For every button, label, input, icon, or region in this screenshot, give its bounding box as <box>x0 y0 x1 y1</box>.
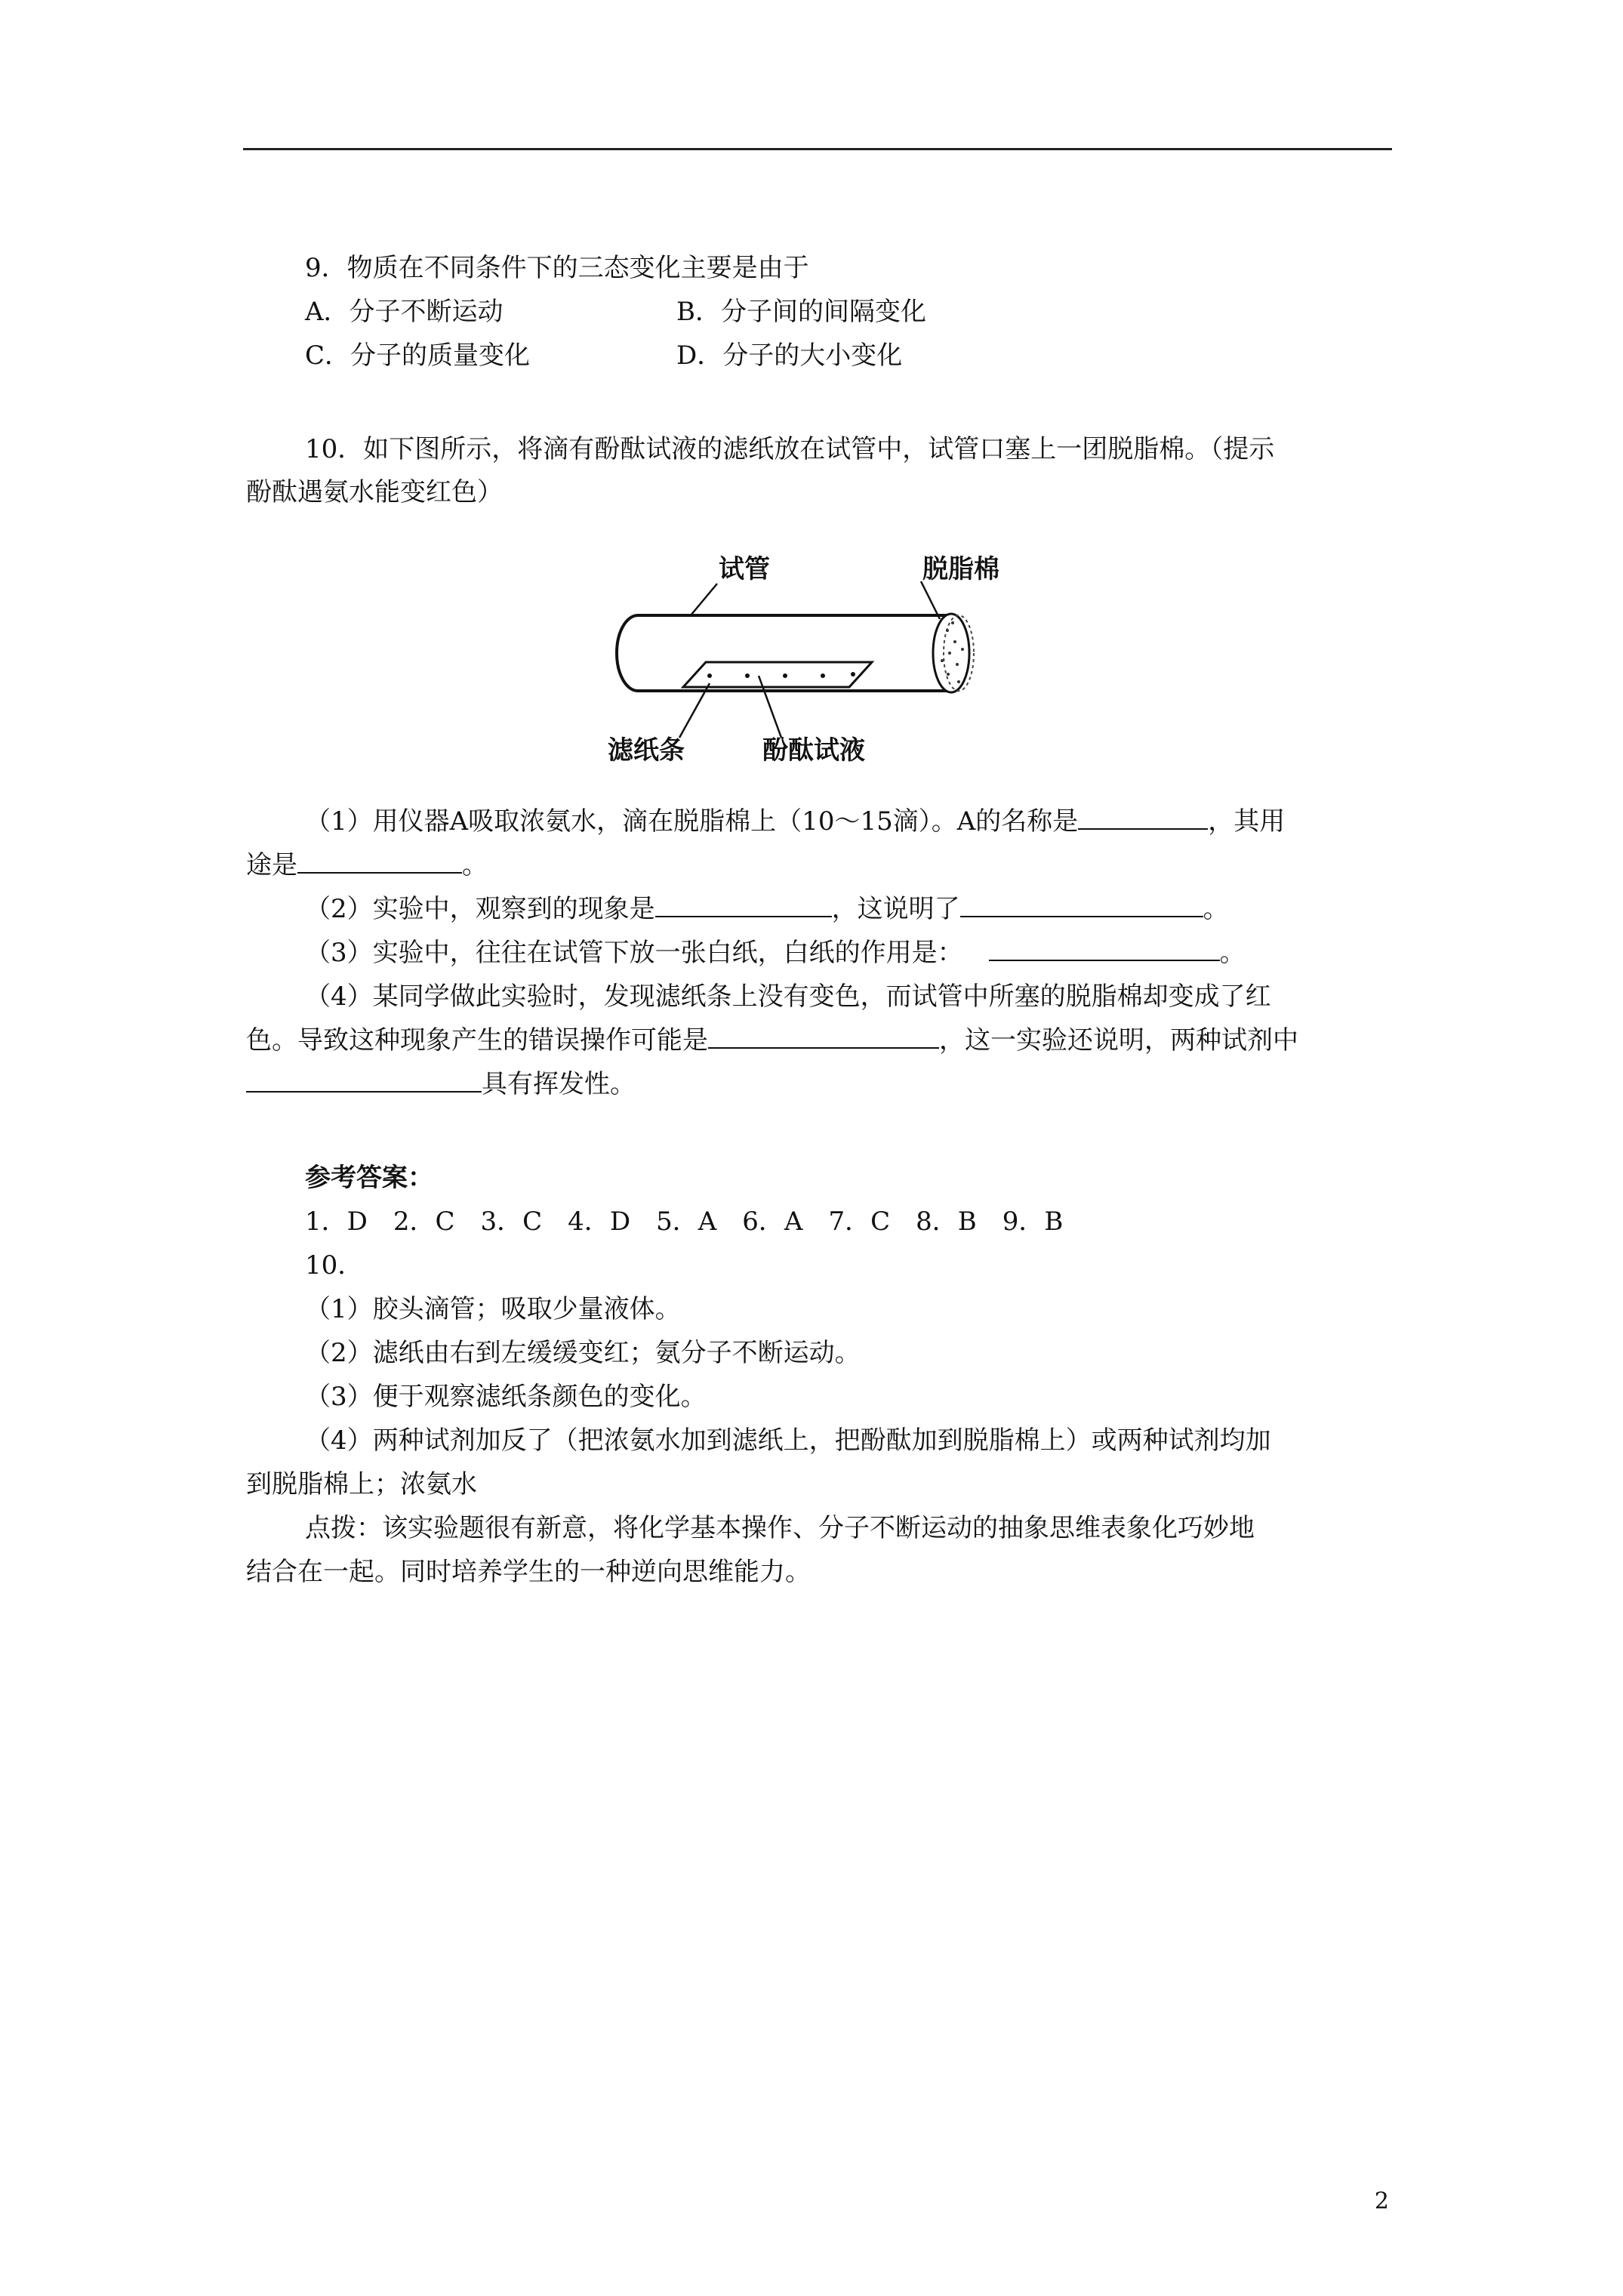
q10-part1-line2 <box>246 849 488 882</box>
answer-blank <box>1078 806 1208 830</box>
page-number: 2 <box>1374 2188 1389 2214</box>
label-phenolphthalein: 酚酞试液 <box>762 735 865 766</box>
q10-stem-line1: 10．如下图所示，将滴有酚酞试液的滤纸放在试管中，试管口塞上一团脱脂棉。（提示 <box>305 434 1275 464</box>
q9-option-a: A．分子不断运动 <box>305 297 504 327</box>
answer-blank <box>989 937 1220 961</box>
q10-stem-line2: 酚酞遇氨水能变红色） <box>246 477 503 507</box>
answer-blank <box>297 849 462 874</box>
label-filter-strip: 滤纸条 <box>608 735 685 766</box>
answer-blank <box>246 1068 482 1093</box>
answers-heading: 参考答案： <box>305 1163 433 1193</box>
q10-part2-text2: ，这说明了 <box>831 894 960 924</box>
answer-10-4-line2: 到脱脂棉上；浓氨水 <box>246 1469 477 1499</box>
q10-part4-line2 <box>246 1024 1298 1057</box>
q10-part1-text: （1）用仪器A吸取浓氨水，滴在脱脂棉上（10～15滴）。A的名称是 <box>305 806 1079 837</box>
q10-part1-line1 <box>305 805 1285 838</box>
header-rule <box>243 148 1392 150</box>
q10-part2-end: 。 <box>1203 894 1229 924</box>
answer-10-3: （3）便于观察滤纸条颜色的变化。 <box>305 1382 707 1412</box>
q10-part3 <box>305 936 1246 969</box>
answer-10-1: （1）胶头滴管；吸取少量液体。 <box>305 1294 681 1324</box>
q9-option-c: C．分子的质量变化 <box>305 341 531 371</box>
q9-stem: 9．物质在不同条件下的三态变化主要是由于 <box>305 253 809 283</box>
q10-part4-line3 <box>246 1068 636 1101</box>
answer-blank <box>960 893 1203 917</box>
tip-line1: 点拨：该实验题很有新意，将化学基本操作、分子不断运动的抽象思维表象化巧妙地 <box>305 1513 1255 1543</box>
test-tube-figure <box>604 540 1057 766</box>
q10-part4-end: 具有挥发性。 <box>482 1069 636 1099</box>
label-test-tube: 试管 <box>719 554 770 584</box>
answer-10-2: （2）滤纸由右到左缓缓变红；氨分子不断运动。 <box>305 1338 861 1368</box>
answer-blank <box>708 1025 939 1049</box>
answer-10-4-line1: （4）两种试剂加反了（把浓氨水加到滤纸上，把酚酞加到脱脂棉上）或两种试剂均加 <box>305 1425 1271 1456</box>
q10-part3-end: 。 <box>1219 938 1246 968</box>
label-cotton: 脱脂棉 <box>922 554 999 584</box>
q10-part4-text: 色。导致这种现象产生的错误操作可能是 <box>246 1025 708 1056</box>
tip-line2: 结合在一起。同时培养学生的一种逆向思维能力。 <box>246 1557 811 1587</box>
q10-part2 <box>305 892 1229 926</box>
test-tube-diagram <box>604 540 1057 766</box>
q10-part4-line1: （4）某同学做此实验时，发现滤纸条上没有变色，而试管中所塞的脱脂棉却变成了红 <box>305 982 1271 1012</box>
q9-option-b: B．分子间的间隔变化 <box>676 297 926 327</box>
answers-line2: 10． <box>305 1250 364 1281</box>
answer-blank <box>655 893 832 917</box>
answers-line1: 1．D 2．C 3．C 4．D 5．A 6．A 7．C 8．B 9．B <box>305 1207 1064 1237</box>
q10-part1-text3: 途是 <box>246 850 297 880</box>
q10-part1-end: 。 <box>462 850 488 880</box>
q10-part1-text2: ，其用 <box>1208 806 1286 837</box>
q10-part2-text: （2）实验中，观察到的现象是 <box>305 894 655 924</box>
q10-part3-text: （3）实验中，往往在试管下放一张白纸，白纸的作用是： <box>305 938 963 968</box>
q10-part4-text2: ，这一实验还说明，两种试剂中 <box>939 1025 1298 1056</box>
q9-option-d: D．分子的大小变化 <box>676 341 903 371</box>
